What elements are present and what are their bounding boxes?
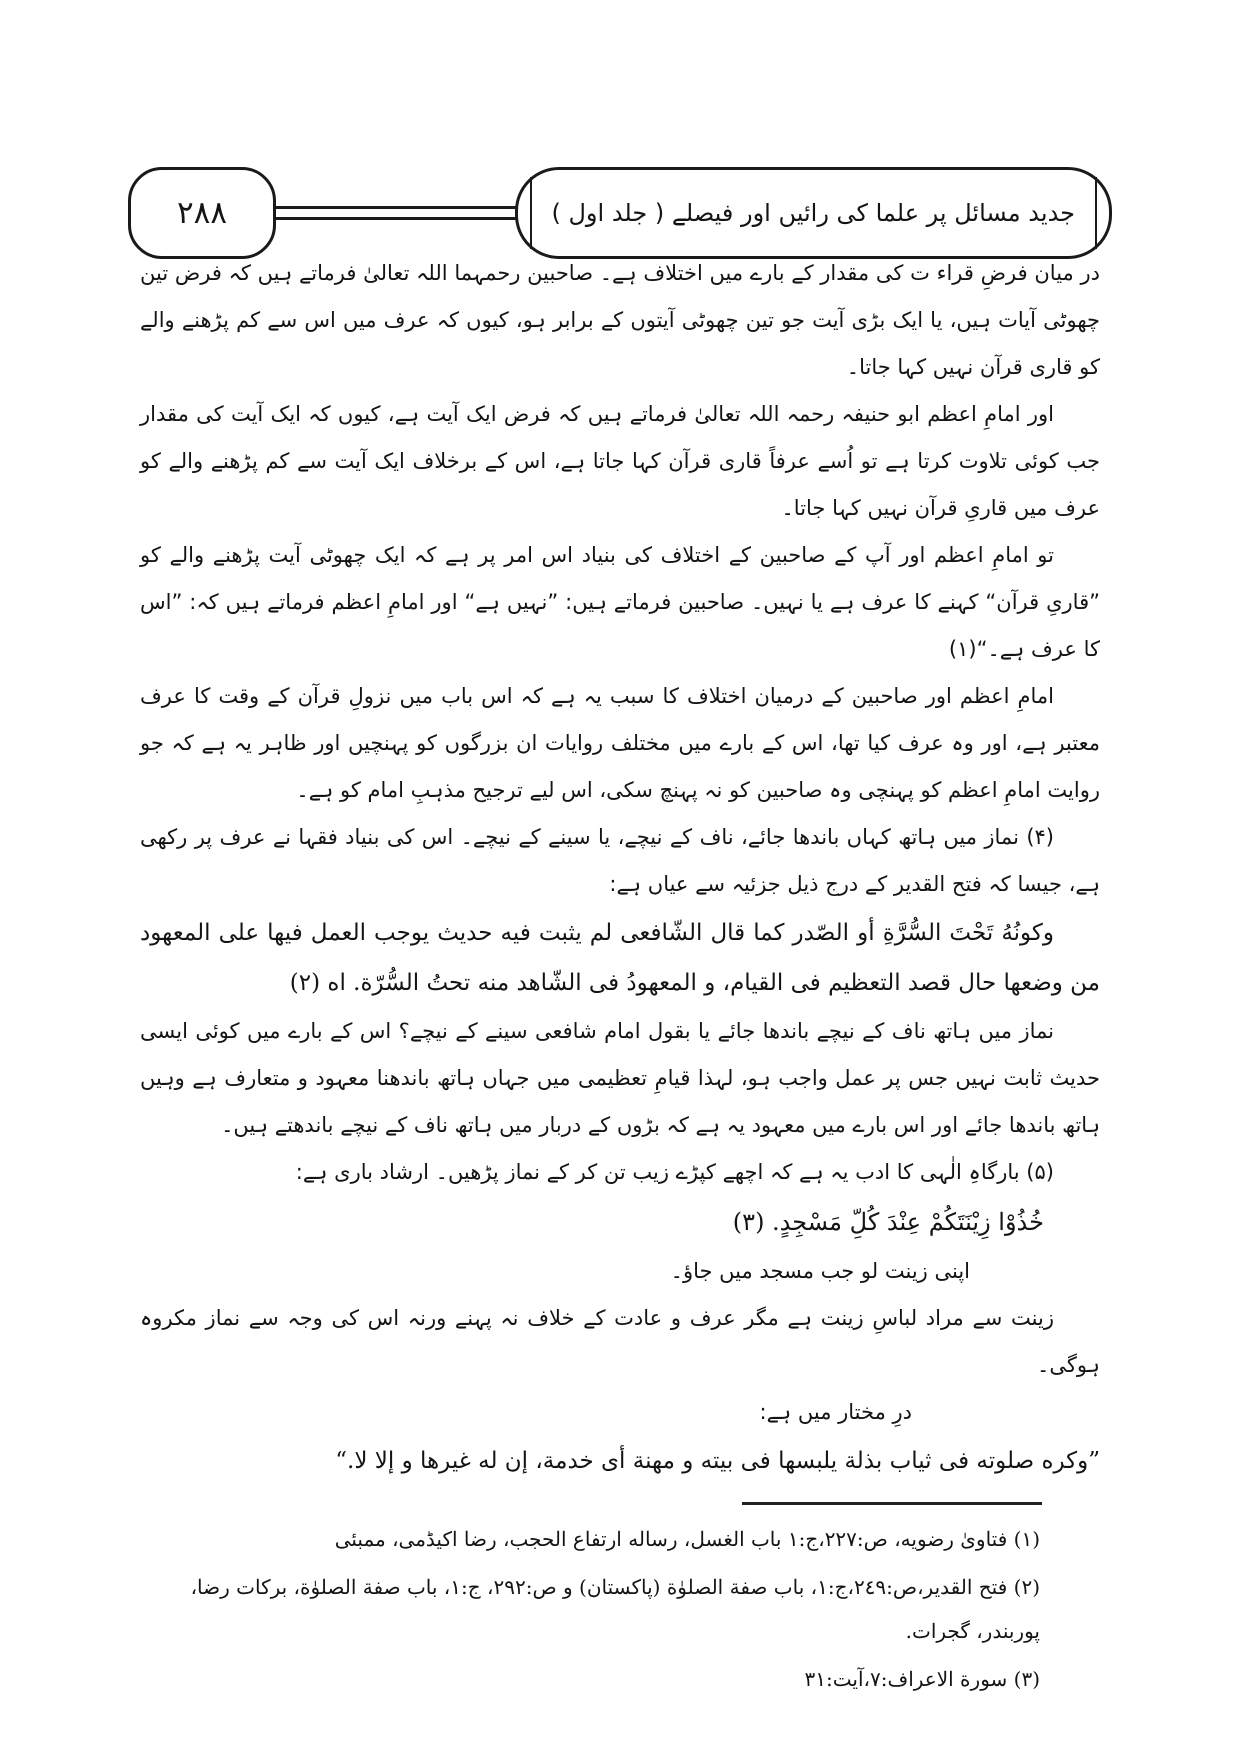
footnote-1: (١) فتاوىٰ رضويه، ص:٢٢٧،ج:١ باب الغسل، رساله ارتفاع الحجب، رضا اكيڈمى، ممبئى <box>334 1527 1040 1551</box>
content-blocks <box>140 250 1100 1705</box>
page-header <box>128 165 1112 260</box>
title-cartouche <box>515 167 1113 259</box>
footnotes-section <box>140 1517 1100 1701</box>
footnote-separator <box>742 1502 1042 1505</box>
body-paragraph-imam-azam: اور امامِ اعظم ابو حنیفہ رحمہ اللہ تعالیٰ فرماتے ہیں کہ فرض ایک آیت ہے، کیوں کہ ایک آیت کی مقدار جب کوئی تلاوت کرتا ہے تو اُسے عرفاً قاری قرآن کہا جاتا ہے، اس کے برخلاف ایک آیت سے کم پڑھنے والے کو عرف میں قاریِ قرآن نہیں کہا جاتا۔ <box>140 402 1100 520</box>
quran-verse: خُذُوْا زِيْنَتَكُمْ عِنْدَ كُلِّ مَسْجِدٍ. (٣) <box>732 1208 1044 1236</box>
body-paragraph-ikhtilaf-reason: امامِ اعظم اور صاحبین کے درمیان اختلاف کا سبب یہ ہے کہ اس باب میں نزولِ قرآن کے وقت کا عرف معتبر ہے، اور وہ عرف کیا تھا، اس کے بارے میں مختلف روایات ان بزرگوں کو پہنچیں اور ظاہر یہ ہے کہ جو روایت امامِ اعظم کو پہنچی وہ صاحبین کو نہ پہنچ سکی، اس لیے ترجیح مذہبِ امام کو ہے۔ <box>140 684 1100 802</box>
body-paragraph-ikhtilaf-basis: تو امامِ اعظم اور آپ کے صاحبین کے اختلاف کی بنیاد اس امر پر ہے کہ ایک چھوٹی آیت پڑھنے والے کو ”قاریِ قرآن“ کہنے کا عرف ہے یا نہیں۔ صاحبین فرماتے ہیں: ”نہیں ہے“ اور امامِ اعظم فرماتے ہیں کہ: ”اس کا عرف ہے۔“(۱) <box>140 543 1100 661</box>
footnote-2: (٢) فتح القدير،ص:٢٤٩،ج:١، باب صفة الصلوٰة (پاكستان) و ص:٢٩٢، ج:١، باب صفة الصلوٰة، بركات رضا، پوربندر، گجرات. <box>190 1575 1040 1643</box>
header-double-rule <box>270 206 521 220</box>
verse-translation: اپنی زینت لو جب مسجد میں جاؤ۔ <box>670 1259 970 1283</box>
page-number: ۲۸۸ <box>177 194 227 231</box>
body-paragraph-zeenat: زینت سے مراد لباسِ زینت ہے مگر عرف و عادت کے خلاف نہ پہنے ورنہ اس کی وجہ سے نماز مکروہ ہوگی۔ <box>140 1306 1100 1377</box>
page-number-badge <box>128 167 276 259</box>
body-paragraph-qiraat: در میان فرضِ قراء ت کی مقدار کے بارے میں اختلاف ہے۔ صاحبین رحمہما اللہ تعالیٰ فرماتے ہیں کہ فرض تین چھوٹی آیات ہیں، یا ایک بڑی آیت جو تین چھوٹی آیتوں کے برابر ہو، کیوں کہ عرف میں اس سے کم پڑھنے والے کو قاری قرآن نہیں کہا جاتا۔ <box>140 261 1100 379</box>
section-5-paragraph: (۵) بارگاہِ الٰہی کا ادب یہ ہے کہ اچھے کپڑے زیب تن کر کے نماز پڑھیں۔ ارشاد باری ہے: <box>295 1160 1054 1184</box>
durr-mukhtar-lead: درِ مختار میں ہے: <box>759 1400 912 1424</box>
arabic-quote-durr-mukhtar: ”وكره صلوته فى ثياب بذلة يلبسها فى بيته و مهنة أى خدمة، إن له غيرها و إلا لا.“ <box>335 1448 1100 1474</box>
footnote-3: (٣) سورة الاعراف:٧،آيت:٣١ <box>804 1667 1040 1691</box>
arabic-quote-fath-alqadir: وكونُهُ تَحْتَ السُّرَّةِ أو الصّدر كما قال الشّافعى لم يثبت فيه حديث يوجب العمل فيها على المعهود من وضعها حال قصد التعظيم فى القيام، و المعهودُ فى الشّاهد منه تحتُ السُّرّة. اه (٢) <box>140 920 1100 996</box>
book-title: جدید مسائل پر علما کی رائیں اور فیصلے ( جلد اول ) <box>551 198 1075 227</box>
section-4-paragraph: (۴) نماز میں ہاتھ کہاں باندھا جائے، ناف کے نیچے، یا سینے کے نیچے۔ اس کی بنیاد فقہا نے عرف پر رکھی ہے، جیسا کہ فتح القدیر کے درج ذیل جزئیہ سے عیاں ہے: <box>140 825 1100 896</box>
body-paragraph-hands-position: نماز میں ہاتھ ناف کے نیچے باندھا جائے یا بقول امام شافعی سینے کے نیچے؟ اس کے بارے میں کوئی ایسی حدیث ثابت نہیں جس پر عمل واجب ہو، لہذا قیامِ تعظیمی میں جہاں ہاتھ باندھنا معہود و متعارف ہے وہیں ہاتھ باندھا جائے اور اس بارے میں معہود یہ ہے کہ بڑوں کے دربار میں ہاتھ ناف کے نیچے باندھتے ہیں۔ <box>140 1019 1100 1137</box>
